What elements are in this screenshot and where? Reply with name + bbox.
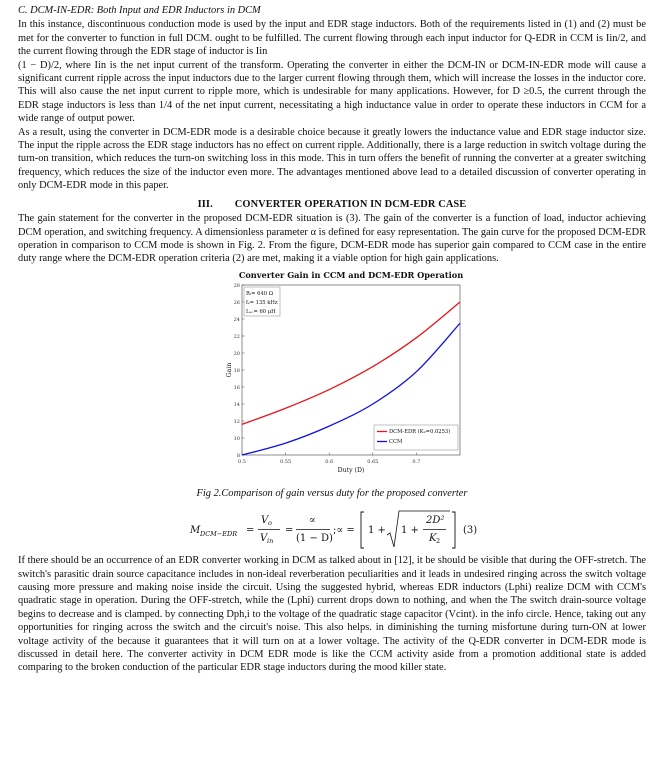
eq-left-bracket <box>361 512 364 548</box>
y-axis-label: Gain <box>226 362 233 378</box>
section-title: CONVERTER OPERATION IN DCM-EDR CASE <box>234 198 467 210</box>
section-heading <box>18 198 646 211</box>
parameter-text: Rₗ= 640 Ω <box>246 290 274 297</box>
eq-number: (3) <box>463 525 478 537</box>
y-tick-label: 12 <box>233 418 240 425</box>
eq-alpha: ∝ <box>309 515 316 527</box>
y-tick-label: 14 <box>233 401 240 408</box>
x-tick-label: 0.65 <box>367 458 379 465</box>
eq-equals: = <box>246 525 255 537</box>
eq-lhs: M <box>190 525 201 537</box>
figure-2 <box>18 269 646 487</box>
gain-chart <box>208 269 470 487</box>
eq-equals-2: = <box>285 525 294 537</box>
y-tick-label: 8 <box>236 452 240 459</box>
x-tick-label: 0.6 <box>325 458 334 465</box>
eq-one-plus: 1 + <box>368 525 386 537</box>
x-tick-label: 0.55 <box>280 458 292 465</box>
y-tick-label: 10 <box>233 435 240 442</box>
paragraph: (1 − D)/2, where Iin is the net input current of the transform. Operating the converter in either the DCM-IN or DCM-IN-EDR mode will cause a significant current ripple across the input inductors due to the larger current flowing through them, which will increase the losses in the inductor core. This will also cause the net input current to ripple more, which is undesirable for many applications. However, for D ≥0.5, the current through the EDR stage inductors is less than 1/4 of the net input current, necessitating a high inductance value in order to operate these inductors in CCM for a wide range of output power. <box>18 59 646 125</box>
eq-right-bracket <box>452 512 455 548</box>
y-tick-label: 24 <box>233 316 240 323</box>
eq-separator: ;∝ = <box>333 525 355 537</box>
y-tick-label: 18 <box>233 367 240 374</box>
eq-vin-sub: in <box>267 537 274 546</box>
eq-2d2: 2D² <box>426 515 445 527</box>
paragraph: If there should be an occurrence of an EDR converter working in DCM as talked about in [12], it be should be visible that during the OFF-stretch. The switch's parasitic drain source capacitance includes in non-ideal reverberation peculiarities and it leads in undesired ringing across the switch voltage causing more pressure and making noise inside the circuit. Using the suggested hybrid, whereas EDR inductors (Lphi) realize DCM with CCM's quadratic stage in operation. During the OFF-stretch, while the (Lphi) current drops down to nothing, and when the The switch drain-source voltage begins to decrease and is clamped. by connecting Dph,i to the voltage of the quadratic stage capacitor (Vcint). in the info circle. Hence, taking out any opportunities for ringing across the switch and the circuit's noise. This also helps. in diminishing the turning misfortune during turn-ON at lower voltage activity of the because it guarantees that it will turn on at a lower voltage. The activity of the Q-EDR converter in DCM-EDR mode is discussed in detail here. The converter activity in DCM EDR mode is like the CCM activity aside from a promotion additional state is added comparing to the broken conduction of the particular EDR stage inductors during the mood killer state. <box>18 555 646 674</box>
eq-vo: V <box>261 515 269 527</box>
paragraph: In this instance, discontinuous conduction mode is used by the input and EDR stage inductors. Both of the requirements listed in (1) and (2) must be met for the converter to function in full DCM. ought to be fulfilled. The current flowing through each input inductor for Q-EDR in CCM is Iin/2, and the current flowing through the EDR stage of inductor is Iin <box>18 19 646 58</box>
subsection-heading: C. DCM-IN-EDR: Both Input and EDR Inductors in DCM <box>18 5 261 16</box>
chart-title: Converter Gain in CCM and DCM-EDR Operation <box>238 269 464 280</box>
eq-k-sub: 2 <box>436 537 441 546</box>
x-tick-label: 0.7 <box>412 458 421 465</box>
y-tick-label: 26 <box>233 299 240 306</box>
series-line-dcm-edr <box>242 299 460 424</box>
y-tick-label: 20 <box>233 350 240 357</box>
parameter-text: fₛ= 135 kHz <box>246 299 278 306</box>
eq-vin: V <box>260 533 268 545</box>
equation-3 <box>18 508 646 550</box>
paragraph: The gain statement for the converter in the proposed DCM-EDR situation is (3). The gain of the converter is a function of load, inductor achieving DCM operation, and switching frequency. A dimensionless parameter α is defined for easy representation. The gain curve for the proposed DCM-EDR operation in comparison to CCM mode is shown in Fig. 2. From the figure, DCM-EDR mode has superior gain compared to CCM case in the entire duty range where the DCM-EDR operation criteria (2) are met, making it a viable option for high gain applications. <box>18 213 646 265</box>
eq-one-minus-d: (1 − D) <box>296 533 333 545</box>
y-tick-label: 22 <box>233 333 240 340</box>
section-number: III. <box>197 198 213 210</box>
paragraph: As a result, using the converter in DCM-EDR mode is a desirable choice because it greatly lowers the inductance value and EDR stage inductor size. The input the ripple across the EDR stage inductors has no effect on current ripple. Additionally, there is a large reduction in switch voltage during the turn-on transition, which reduces the turn-on switching loss in this mode. This in turn offers the benefit of running the converter at a greater switching frequency, which reduces the size of the inductor even more. The advantages mentioned above lead to a detailed discussion of converter operating in only DCM-EDR mode in this paper. <box>18 126 646 192</box>
x-axis-label: Duty (D) <box>337 466 365 474</box>
eq-lhs-sub: DCM−EDR <box>200 530 238 539</box>
eq-inner-one-plus: 1 + <box>401 525 419 537</box>
paper-page <box>18 4 646 675</box>
x-tick-label: 0.5 <box>238 458 246 465</box>
parameter-text: Lₑₒ= 60 μH <box>246 308 276 315</box>
eq-k: K <box>429 533 437 545</box>
legend-label: CCM <box>389 438 403 445</box>
gain-equation <box>188 508 488 550</box>
figure-caption: Fig 2.Comparison of gain versus duty for the proposed converter <box>196 487 468 499</box>
eq-vo-sub: o <box>268 519 272 528</box>
y-tick-label: 16 <box>233 384 240 391</box>
y-tick-label: 28 <box>233 282 240 289</box>
legend-label: DCM-EDR (K₂=0.0253) <box>389 428 451 435</box>
